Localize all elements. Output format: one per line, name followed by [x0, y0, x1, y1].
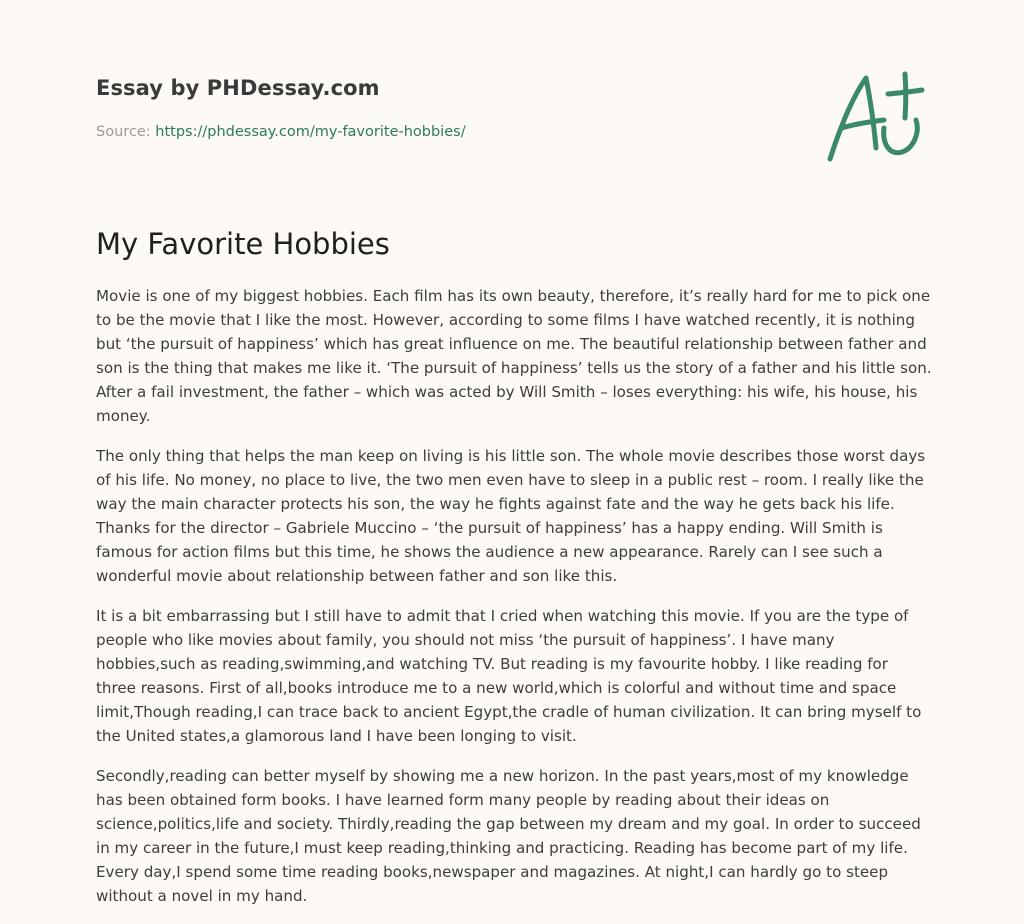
paragraph: The only thing that helps the man keep on living is his little son. The whole movie describes those worst days of his life. No money, no place to live, the two men even have to sleep in a public rest – room. I really like the way the main character protects his son, the way he fights against fate and the way he gets back his life. Thanks for the director – Gabriele Muccino – ‘the pursuit of happiness’ has a happy ending. Will Smith is famous for action films but this time, he shows the audience a new appearance. Rarely can I see such a wonderful movie about relationship between father and son like this. [96, 447, 926, 585]
source-label: Source: [96, 124, 151, 140]
essay-body [96, 284, 932, 924]
source-line [96, 124, 466, 140]
paragraph: Secondly,reading can better myself by showing me a new horizon. In the past years,most of my knowledge has been obtained form books. I have learned form many people by reading about their ideas on science,politics,life and society. Thirdly,reading the gap between my dream and my goal. In order to succeed in my career in the future,I must keep reading,thinking and practicing. Reading has become part of my life. Every day,I spend some time reading books,newspaper and magazines. At night,I can hardly go to steep without a novel in my hand. [96, 767, 921, 905]
source-link[interactable]: https://phdessay.com/my-favorite-hobbies/ [155, 124, 466, 140]
page-header [96, 0, 928, 180]
brand-title: Essay by PHDessay.com [96, 76, 380, 100]
paragraph: It is a bit embarrassing but I still have to admit that I cried when watching this movie. If you are the type of people who like movies about family, you should not miss ‘the pursuit of happiness’. I have many hobbies,such as reading,swimming,and watching TV. But reading is my favourite hobby. I like reading for three reasons. First of all,books introduce me to a new world,which is colorful and without time and space limit,Though reading,I can trace back to ancient Egypt,the cradle of human civilization. It can bring myself to the United states,a glamorous land I have been longing to visit. [96, 607, 922, 745]
a-plus-grade-icon [826, 68, 926, 164]
paragraph: Movie is one of my biggest hobbies. Each film has its own beauty, therefore, it’s really hard for me to pick one to be the movie that I like the most. However, according to some films I have watched recently, it is nothing but ‘the pursuit of happiness’ which has great influence on me. The beautiful relationship between father and son is the thing that makes me like it. ‘The pursuit of happiness’ tells us the story of a father and his little son. After a fail investment, the father – which was acted by Will Smith – loses everything: his wife, his house, his money. [96, 287, 932, 425]
essay-title: My Favorite Hobbies [96, 227, 390, 261]
